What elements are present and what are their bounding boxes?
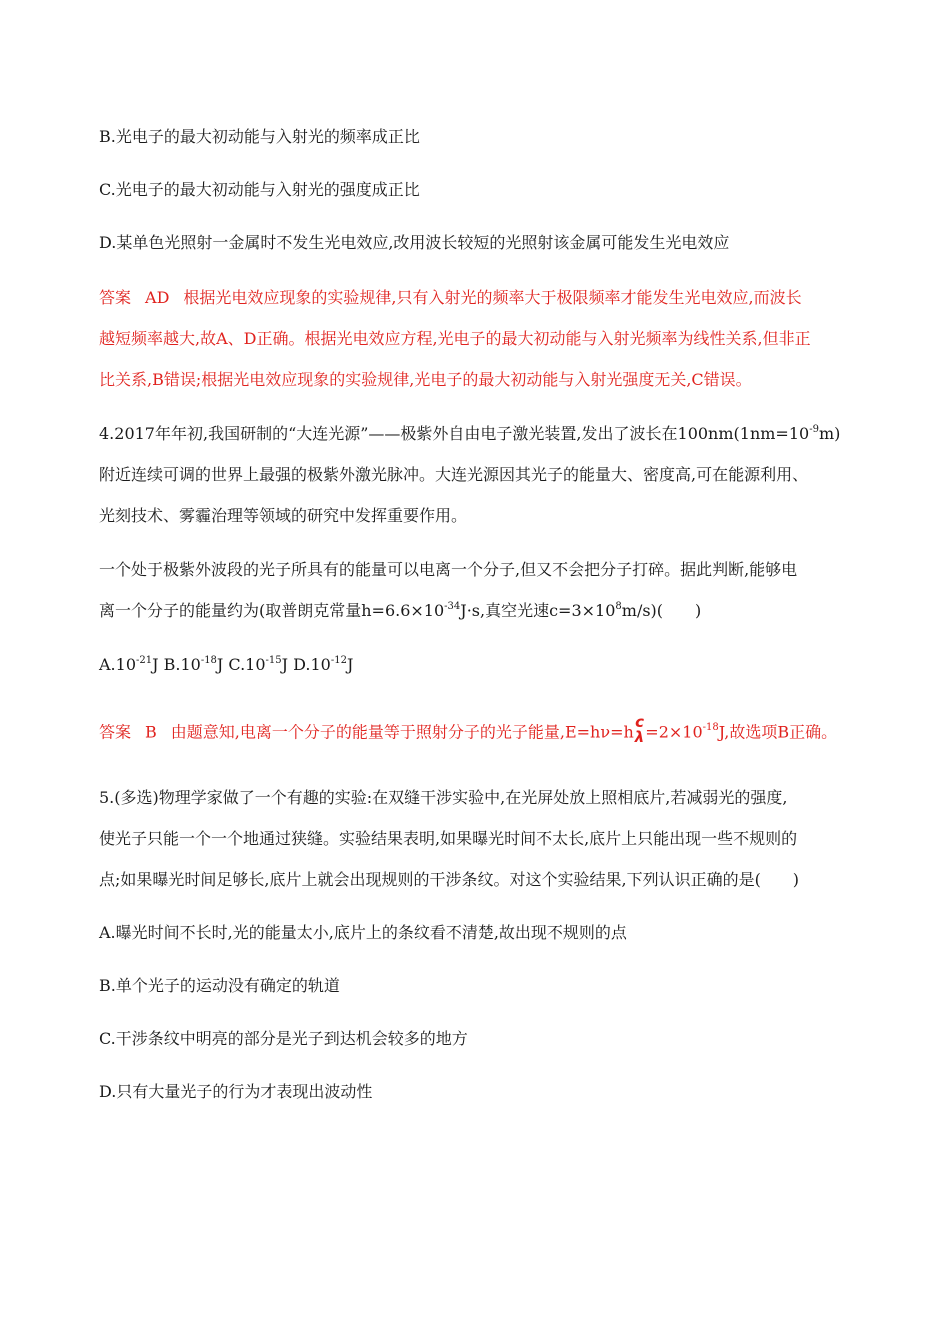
- q4-line4: 一个处于极紫外波段的光子所具有的能量可以电离一个分子,但又不会把分子打碎。据此判断,能够电: [99, 560, 798, 579]
- answer-text: J,故选项B正确。: [718, 722, 838, 742]
- fraction-numerator: c: [635, 713, 644, 731]
- q5-option-d: D.只有大量光子的行为才表现出波动性: [99, 1082, 373, 1101]
- q4-answer: [99, 713, 838, 748]
- q5-option-b: B.单个光子的运动没有确定的轨道: [99, 976, 340, 995]
- q4-line5: [99, 600, 701, 622]
- q5-option-c: C.干涉条纹中明亮的部分是光子到达机会较多的地方: [99, 1029, 468, 1048]
- q4-text: 离一个分子的能量约为(取普朗克常量h=6.6×10: [99, 601, 445, 620]
- q3-answer-line2: 越短频率越大,故A、D正确。根据光电效应方程,光电子的最大初动能与入射光频率为线性关系,但非正: [99, 329, 811, 348]
- q4-option-b: J B.10: [152, 655, 201, 674]
- q3-option-d: D.某单色光照射一金属时不发生光电效应,改用波长较短的光照射该金属可能发生光电效应: [99, 233, 730, 252]
- q3-answer-line1: [99, 287, 802, 309]
- exponent: -21: [136, 654, 153, 666]
- q4-line2: 附近连续可调的世界上最强的极紫外激光脉冲。大连光源因其光子的能量大、密度高,可在能源利用、: [99, 465, 809, 484]
- fraction-c-over-lambda: [635, 715, 645, 745]
- answer-label: 答案: [99, 722, 132, 742]
- q4-line1: [99, 423, 840, 445]
- q5-line1: 5.(多选)物理学家做了一个有趣的实验:在双缝干涉实验中,在光屏处放上照相底片,若减弱光的强度,: [99, 788, 788, 807]
- q4-text: m): [818, 424, 841, 443]
- q5-option-a: A.曝光时间不长时,光的能量太小,底片上的条纹看不清楚,故出现不规则的点: [99, 923, 627, 942]
- exponent: -18: [702, 722, 719, 734]
- q4-text: 4.2017年年初,我国研制的“大连光源”——极紫外自由电子激光装置,发出了波长在100nm(1nm=10: [99, 424, 810, 443]
- q3-option-c: C.光电子的最大初动能与入射光的强度成正比: [99, 180, 420, 199]
- answer-text: 由题意知,电离一个分子的能量等于照射分子的光子能量,E=hν=h: [170, 722, 634, 742]
- answer-text: =2×10: [645, 722, 703, 742]
- exponent: -9: [809, 423, 819, 435]
- exponent: -12: [330, 654, 347, 666]
- exponent: -15: [265, 654, 282, 666]
- exponent: -18: [200, 654, 217, 666]
- q4-option-c: J C.10: [216, 655, 266, 674]
- exponent: -34: [444, 600, 461, 612]
- answer-text: 根据光电效应现象的实验规律,只有入射光的频率大于极限频率才能发生光电效应,而波长: [183, 288, 802, 307]
- q4-option-d: J D.10: [281, 655, 331, 674]
- q3-option-b: B.光电子的最大初动能与入射光的频率成正比: [99, 127, 420, 146]
- q4-option-unit: J: [346, 655, 354, 674]
- answer-label: 答案: [99, 288, 132, 307]
- q4-text: m/s)( ): [621, 601, 702, 620]
- q4-options: [99, 654, 353, 676]
- q5-line3: 点;如果曝光时间足够长,底片上就会出现规则的干涉条纹。对这个实验结果,下列认识正确的是( ): [99, 870, 800, 889]
- exponent: 8: [615, 600, 622, 612]
- q3-answer-line3: 比关系,B错误;根据光电效应现象的实验规律,光电子的最大初动能与入射光强度无关,C错误。: [99, 370, 752, 389]
- answer-choice: B: [145, 722, 157, 742]
- q4-option-a: A.10: [99, 655, 136, 674]
- q5-line2: 使光子只能一个一个地通过狭缝。实验结果表明,如果曝光时间不太长,底片上只能出现一些不规则的: [99, 829, 798, 848]
- q4-text: J·s,真空光速c=3×10: [460, 601, 616, 620]
- q4-line3: 光刻技术、雾霾治理等领域的研究中发挥重要作用。: [99, 506, 468, 525]
- fraction-denominator: λ: [634, 728, 645, 746]
- answer-choice: AD: [145, 288, 170, 307]
